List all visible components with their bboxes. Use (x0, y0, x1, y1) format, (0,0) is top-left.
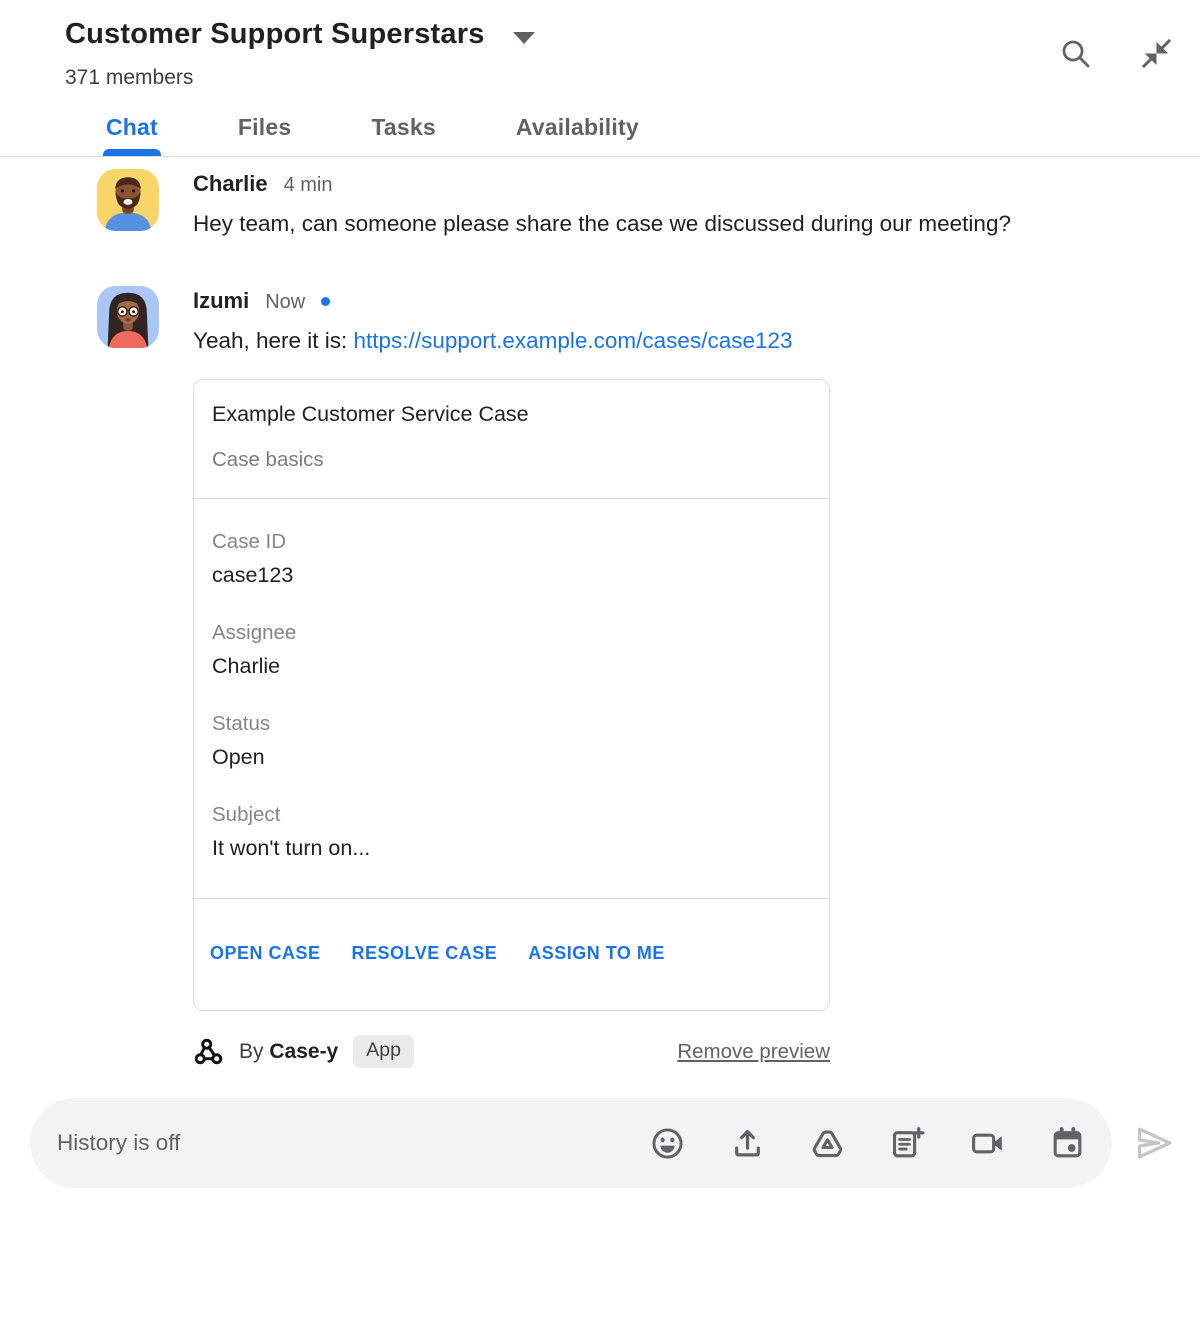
emoji-button[interactable] (649, 1125, 686, 1162)
message-composer (0, 1098, 1200, 1188)
upload-icon (729, 1125, 766, 1162)
collapse-icon (1139, 36, 1174, 71)
video-call-icon (969, 1125, 1006, 1162)
search-icon (1058, 36, 1093, 71)
collapse-button[interactable] (1139, 36, 1174, 71)
emoji-icon (649, 1125, 686, 1162)
member-count[interactable]: 371 members (65, 66, 194, 89)
card-title: Example Customer Service Case (212, 402, 529, 426)
tab-files[interactable]: Files (238, 114, 291, 156)
message-text: Yeah, here it is: (193, 328, 354, 353)
card-subtitle: Case basics (212, 448, 324, 471)
resolve-case-button[interactable]: RESOLVE CASE (351, 943, 498, 963)
field-status (212, 712, 811, 770)
search-button[interactable] (1058, 36, 1093, 71)
field-value: case123 (212, 563, 294, 587)
open-case-button[interactable]: OPEN CASE (210, 943, 321, 963)
send-icon (1133, 1122, 1175, 1164)
meeting-notes-icon (889, 1125, 926, 1162)
message-izumi (97, 286, 1200, 1068)
unread-presence-dot (321, 297, 330, 306)
app-name: Case-y (269, 1039, 339, 1063)
video-call-button[interactable] (969, 1125, 1006, 1162)
field-value: It won't turn on... (212, 836, 371, 860)
message-input[interactable]: History is off (57, 1130, 181, 1155)
space-header (0, 0, 1200, 157)
case-link[interactable]: https://support.example.com/cases/case123 (353, 328, 793, 353)
send-button[interactable] (1133, 1122, 1175, 1164)
app-by-label: By Case-y (239, 1039, 339, 1063)
assign-to-me-button[interactable]: ASSIGN TO ME (528, 943, 665, 963)
remove-preview-button[interactable]: Remove preview (677, 1039, 830, 1063)
field-value: Charlie (212, 654, 281, 678)
tab-chat[interactable]: Chat (106, 114, 158, 156)
webhook-icon (193, 1036, 224, 1067)
field-value: Open (212, 745, 265, 769)
field-label: Subject (212, 803, 281, 826)
tab-tasks[interactable]: Tasks (371, 114, 436, 156)
space-title: Customer Support Superstars (65, 18, 485, 50)
field-assignee (212, 621, 811, 679)
field-label: Case ID (212, 530, 287, 553)
field-label: Assignee (212, 621, 297, 644)
message-timestamp: Now (265, 291, 306, 313)
message-author[interactable]: Izumi (193, 288, 250, 313)
calendar-button[interactable] (1049, 1125, 1086, 1162)
calendar-icon (1049, 1125, 1086, 1162)
app-badge: App (353, 1035, 414, 1068)
case-preview-card (193, 379, 830, 1011)
meeting-notes-button[interactable] (889, 1125, 926, 1162)
field-label: Status (212, 712, 271, 735)
message-charlie (97, 169, 1200, 244)
field-case-id (212, 530, 811, 588)
space-menu-caret-icon[interactable] (513, 32, 535, 44)
drive-icon (809, 1125, 846, 1162)
field-subject (212, 803, 811, 861)
message-author[interactable]: Charlie (193, 171, 268, 196)
upload-button[interactable] (729, 1125, 766, 1162)
message-text: Hey team, can someone please share the case we discussed during our meeting? (193, 211, 1011, 236)
tab-bar (0, 114, 1200, 156)
tab-availability[interactable]: Availability (516, 114, 639, 156)
composer-pill (30, 1098, 1112, 1188)
app-attribution-row (193, 1035, 830, 1068)
avatar-charlie[interactable] (97, 169, 159, 231)
avatar-izumi[interactable] (97, 286, 159, 348)
drive-button[interactable] (809, 1125, 846, 1162)
chat-message-list (0, 157, 1200, 1068)
message-timestamp: 4 min (283, 174, 333, 196)
